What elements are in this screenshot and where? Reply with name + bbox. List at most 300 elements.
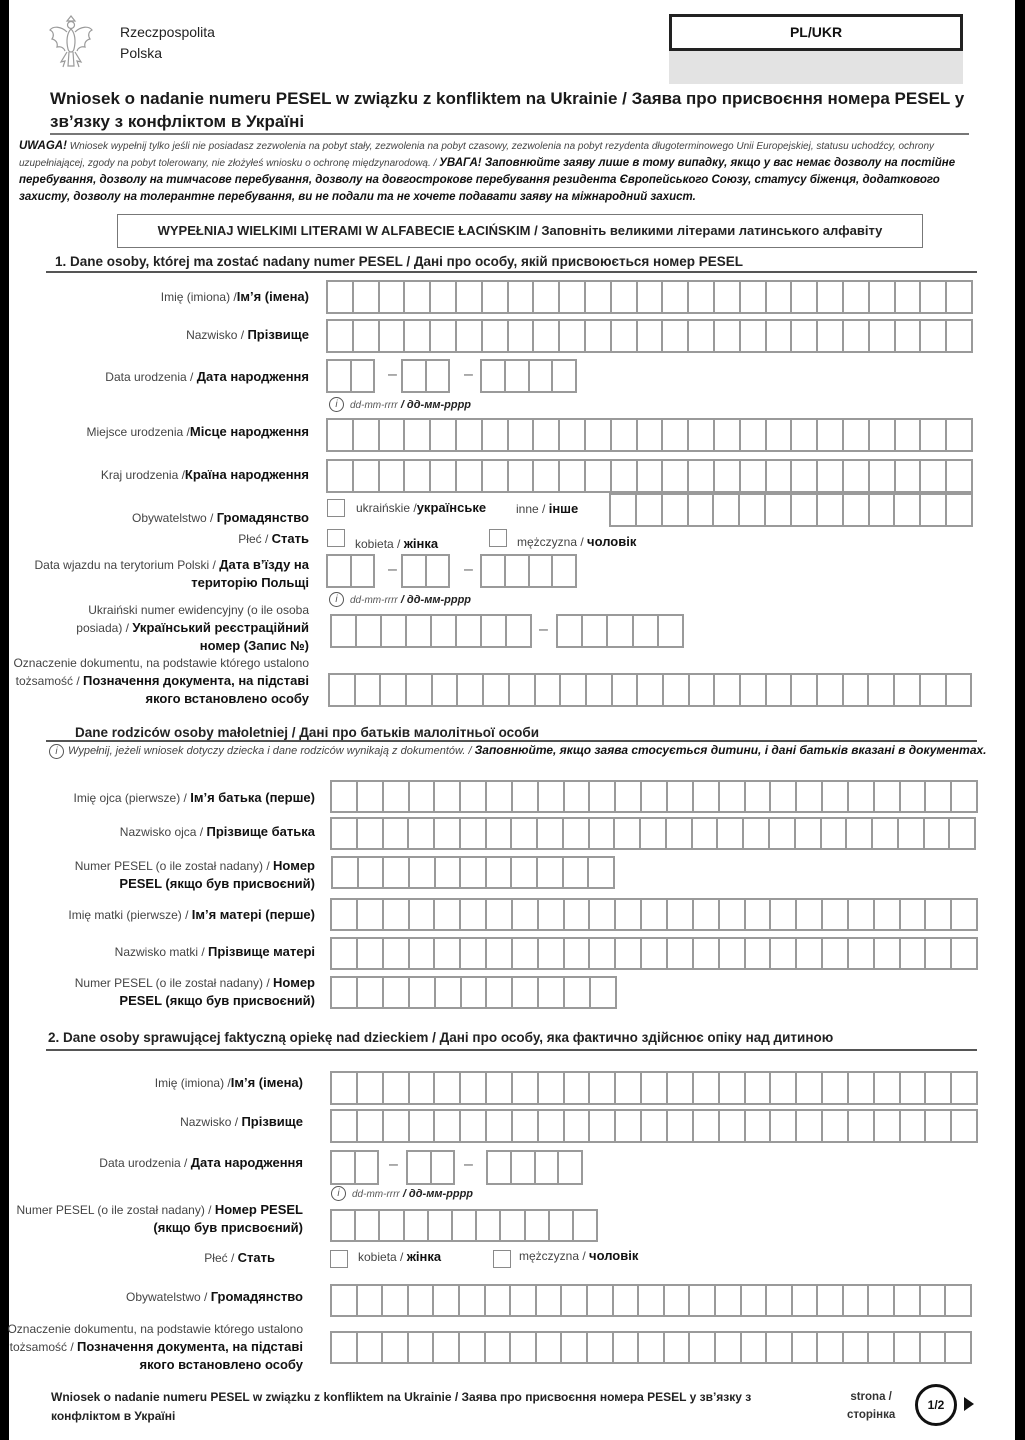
letter-cell[interactable]	[875, 1073, 901, 1103]
letter-cell[interactable]	[895, 495, 921, 525]
letter-cell[interactable]	[403, 361, 427, 391]
letter-cell[interactable]	[435, 1073, 461, 1103]
letter-cell[interactable]	[665, 1333, 691, 1362]
letter-cell[interactable]	[431, 282, 457, 312]
letter-cell[interactable]	[588, 1286, 614, 1315]
letter-cell[interactable]	[690, 1333, 716, 1362]
letter-cell[interactable]	[560, 461, 586, 491]
letter-cell[interactable]	[896, 282, 922, 312]
letter-cell[interactable]	[921, 321, 947, 351]
letter-cell[interactable]	[328, 556, 352, 586]
letter-cell[interactable]	[792, 282, 818, 312]
letter-cell[interactable]	[926, 782, 952, 811]
letter-cell[interactable]	[901, 1111, 927, 1141]
letter-cell[interactable]	[642, 900, 668, 929]
letter-cell[interactable]	[771, 1111, 797, 1141]
letter-cell[interactable]	[746, 939, 772, 968]
letter-cell[interactable]	[405, 321, 431, 351]
letter-cell[interactable]	[358, 819, 384, 848]
letter-cell[interactable]	[332, 1111, 358, 1141]
letter-cell[interactable]	[925, 819, 951, 848]
letter-cell[interactable]	[771, 900, 797, 929]
letter-cell[interactable]	[410, 782, 436, 811]
letter-cell[interactable]	[849, 900, 875, 929]
letter-cell[interactable]	[352, 361, 374, 391]
letter-cell[interactable]	[693, 819, 719, 848]
letter-cell[interactable]	[796, 819, 822, 848]
letter-cell[interactable]	[616, 900, 642, 929]
letter-cell[interactable]	[509, 420, 535, 450]
letter-cell[interactable]	[487, 978, 513, 1007]
letter-cell[interactable]	[435, 900, 461, 929]
letter-cell[interactable]	[694, 939, 720, 968]
letter-cell[interactable]	[460, 1286, 486, 1315]
letter-cell[interactable]	[380, 282, 406, 312]
letter-cell[interactable]	[844, 461, 870, 491]
letter-cell[interactable]	[746, 900, 772, 929]
letter-cell[interactable]	[663, 321, 689, 351]
letter-cell[interactable]	[429, 1211, 453, 1240]
letter-cell[interactable]	[483, 461, 509, 491]
letter-cell[interactable]	[410, 939, 436, 968]
letter-cell[interactable]	[488, 1152, 512, 1183]
mother-surname-input[interactable]	[330, 937, 978, 970]
letter-cell[interactable]	[793, 1333, 819, 1362]
letter-cell[interactable]	[356, 1152, 378, 1183]
letter-cell[interactable]	[482, 556, 506, 586]
letter-cell[interactable]	[921, 675, 947, 705]
letter-cell[interactable]	[767, 461, 793, 491]
letter-cell[interactable]	[534, 282, 560, 312]
letter-cell[interactable]	[921, 282, 947, 312]
s2-birth-month-input[interactable]	[406, 1150, 455, 1185]
letter-cell[interactable]	[849, 1073, 875, 1103]
letter-cell[interactable]	[720, 900, 746, 929]
letter-cell[interactable]	[952, 900, 976, 929]
letter-cell[interactable]	[663, 282, 689, 312]
letter-cell[interactable]	[659, 616, 682, 646]
letter-cell[interactable]	[380, 1211, 404, 1240]
letter-cell[interactable]	[663, 495, 689, 525]
letter-cell[interactable]	[507, 616, 530, 646]
letter-cell[interactable]	[506, 556, 530, 586]
letter-cell[interactable]	[689, 282, 715, 312]
letter-cell[interactable]	[792, 420, 818, 450]
letter-cell[interactable]	[513, 939, 539, 968]
letter-cell[interactable]	[590, 939, 616, 968]
letter-cell[interactable]	[588, 1333, 614, 1362]
letter-cell[interactable]	[513, 782, 539, 811]
letter-cell[interactable]	[844, 1333, 870, 1362]
letter-cell[interactable]	[482, 361, 506, 391]
letter-cell[interactable]	[690, 675, 716, 705]
letter-cell[interactable]	[434, 1333, 460, 1362]
letter-cell[interactable]	[534, 321, 560, 351]
letter-cell[interactable]	[611, 495, 637, 525]
letter-cell[interactable]	[720, 1111, 746, 1141]
letter-cell[interactable]	[457, 321, 483, 351]
letter-cell[interactable]	[818, 282, 844, 312]
letter-cell[interactable]	[664, 675, 690, 705]
letter-cell[interactable]	[405, 282, 431, 312]
letter-cell[interactable]	[561, 675, 587, 705]
father-pesel-input[interactable]	[331, 856, 615, 889]
letter-cell[interactable]	[771, 1073, 797, 1103]
s1-entry-day-input[interactable]	[326, 554, 375, 588]
letter-cell[interactable]	[384, 1111, 410, 1141]
letter-cell[interactable]	[510, 675, 536, 705]
letter-cell[interactable]	[926, 939, 952, 968]
letter-cell[interactable]	[457, 420, 483, 450]
letter-cell[interactable]	[638, 461, 664, 491]
letter-cell[interactable]	[715, 675, 741, 705]
letter-cell[interactable]	[553, 556, 575, 586]
letter-cell[interactable]	[895, 675, 921, 705]
letter-cell[interactable]	[797, 1073, 823, 1103]
letter-cell[interactable]	[616, 1073, 642, 1103]
letter-cell[interactable]	[435, 782, 461, 811]
letter-cell[interactable]	[926, 1111, 952, 1141]
s2-first-name-input[interactable]	[330, 1071, 978, 1105]
letter-cell[interactable]	[663, 420, 689, 450]
father-name-input[interactable]	[330, 780, 978, 813]
letter-cell[interactable]	[407, 616, 432, 646]
letter-cell[interactable]	[870, 420, 896, 450]
letter-cell[interactable]	[487, 939, 513, 968]
letter-cell[interactable]	[715, 461, 741, 491]
letter-cell[interactable]	[694, 782, 720, 811]
letter-cell[interactable]	[694, 1073, 720, 1103]
letter-cell[interactable]	[409, 1333, 435, 1362]
letter-cell[interactable]	[612, 321, 638, 351]
letter-cell[interactable]	[690, 1286, 716, 1315]
letter-cell[interactable]	[823, 782, 849, 811]
letter-cell[interactable]	[358, 1333, 384, 1362]
letter-cell[interactable]	[410, 1073, 436, 1103]
letter-cell[interactable]	[792, 461, 818, 491]
letter-cell[interactable]	[526, 1211, 550, 1240]
letter-cell[interactable]	[381, 675, 407, 705]
letter-cell[interactable]	[869, 675, 895, 705]
letter-cell[interactable]	[689, 321, 715, 351]
letter-cell[interactable]	[844, 675, 870, 705]
s2-sex-male-checkbox[interactable]	[493, 1250, 511, 1268]
letter-cell[interactable]	[328, 321, 354, 351]
letter-cell[interactable]	[539, 900, 565, 929]
letter-cell[interactable]	[534, 461, 560, 491]
letter-cell[interactable]	[530, 361, 554, 391]
letter-cell[interactable]	[436, 978, 462, 1007]
letter-cell[interactable]	[589, 858, 613, 887]
letter-cell[interactable]	[405, 461, 431, 491]
letter-cell[interactable]	[612, 461, 638, 491]
letter-cell[interactable]	[740, 495, 766, 525]
letter-cell[interactable]	[818, 1333, 844, 1362]
letter-cell[interactable]	[615, 819, 641, 848]
letter-cell[interactable]	[901, 782, 927, 811]
letter-cell[interactable]	[642, 939, 668, 968]
letter-cell[interactable]	[332, 782, 358, 811]
letter-cell[interactable]	[823, 1111, 849, 1141]
letter-cell[interactable]	[483, 282, 509, 312]
letter-cell[interactable]	[354, 282, 380, 312]
letter-cell[interactable]	[358, 1073, 384, 1103]
letter-cell[interactable]	[952, 939, 976, 968]
s1-sex-female-checkbox[interactable]	[327, 529, 345, 547]
letter-cell[interactable]	[565, 978, 591, 1007]
letter-cell[interactable]	[358, 978, 384, 1007]
letter-cell[interactable]	[875, 1111, 901, 1141]
letter-cell[interactable]	[921, 1333, 947, 1362]
letter-cell[interactable]	[950, 819, 974, 848]
letter-cell[interactable]	[792, 321, 818, 351]
letter-cell[interactable]	[921, 461, 947, 491]
letter-cell[interactable]	[332, 616, 357, 646]
letter-cell[interactable]	[746, 782, 772, 811]
letter-cell[interactable]	[461, 782, 487, 811]
letter-cell[interactable]	[358, 1286, 384, 1315]
letter-cell[interactable]	[591, 978, 615, 1007]
letter-cell[interactable]	[384, 819, 410, 848]
letter-cell[interactable]	[513, 978, 539, 1007]
s2-id-document-input[interactable]	[330, 1331, 972, 1364]
s1-sex-male-checkbox[interactable]	[489, 529, 507, 547]
letter-cell[interactable]	[562, 1333, 588, 1362]
letter-cell[interactable]	[767, 321, 793, 351]
letter-cell[interactable]	[823, 1073, 849, 1103]
letter-cell[interactable]	[332, 1073, 358, 1103]
letter-cell[interactable]	[714, 495, 740, 525]
letter-cell[interactable]	[384, 1073, 410, 1103]
father-surname-input[interactable]	[330, 817, 976, 850]
letter-cell[interactable]	[792, 675, 818, 705]
letter-cell[interactable]	[332, 939, 358, 968]
letter-cell[interactable]	[501, 1211, 525, 1240]
letter-cell[interactable]	[741, 282, 767, 312]
letter-cell[interactable]	[665, 1286, 691, 1315]
s2-citizenship-input[interactable]	[330, 1284, 972, 1317]
letter-cell[interactable]	[613, 675, 639, 705]
letter-cell[interactable]	[901, 1073, 927, 1103]
letter-cell[interactable]	[668, 1073, 694, 1103]
letter-cell[interactable]	[483, 321, 509, 351]
letter-cell[interactable]	[383, 1333, 409, 1362]
letter-cell[interactable]	[767, 1286, 793, 1315]
letter-cell[interactable]	[482, 616, 507, 646]
letter-cell[interactable]	[952, 782, 976, 811]
letter-cell[interactable]	[742, 1333, 768, 1362]
letter-cell[interactable]	[539, 782, 565, 811]
letter-cell[interactable]	[382, 616, 407, 646]
letter-cell[interactable]	[818, 675, 844, 705]
letter-cell[interactable]	[333, 858, 359, 887]
letter-cell[interactable]	[716, 1286, 742, 1315]
letter-cell[interactable]	[742, 1286, 768, 1315]
mother-pesel-input[interactable]	[330, 976, 617, 1009]
letter-cell[interactable]	[332, 1152, 356, 1183]
letter-cell[interactable]	[797, 900, 823, 929]
letter-cell[interactable]	[614, 1333, 640, 1362]
letter-cell[interactable]	[847, 819, 873, 848]
letter-cell[interactable]	[720, 782, 746, 811]
letter-cell[interactable]	[560, 282, 586, 312]
letter-cell[interactable]	[741, 461, 767, 491]
letter-cell[interactable]	[328, 282, 354, 312]
letter-cell[interactable]	[870, 282, 896, 312]
letter-cell[interactable]	[332, 1333, 358, 1362]
letter-cell[interactable]	[614, 1286, 640, 1315]
letter-cell[interactable]	[457, 282, 483, 312]
letter-cell[interactable]	[744, 819, 770, 848]
letter-cell[interactable]	[720, 1073, 746, 1103]
letter-cell[interactable]	[663, 461, 689, 491]
letter-cell[interactable]	[380, 461, 406, 491]
letter-cell[interactable]	[487, 819, 513, 848]
letter-cell[interactable]	[487, 1111, 513, 1141]
letter-cell[interactable]	[921, 420, 947, 450]
letter-cell[interactable]	[410, 978, 436, 1007]
letter-cell[interactable]	[487, 782, 513, 811]
s2-sex-female-checkbox[interactable]	[330, 1250, 348, 1268]
letter-cell[interactable]	[354, 321, 380, 351]
letter-cell[interactable]	[822, 819, 848, 848]
letter-cell[interactable]	[875, 782, 901, 811]
letter-cell[interactable]	[328, 361, 352, 391]
letter-cell[interactable]	[634, 616, 659, 646]
letter-cell[interactable]	[383, 1286, 409, 1315]
s2-pesel-input[interactable]	[330, 1209, 598, 1242]
letter-cell[interactable]	[384, 858, 410, 887]
letter-cell[interactable]	[952, 1073, 976, 1103]
letter-cell[interactable]	[403, 556, 427, 586]
letter-cell[interactable]	[565, 900, 591, 929]
letter-cell[interactable]	[512, 1152, 536, 1183]
letter-cell[interactable]	[638, 675, 664, 705]
s1-birth-month-input[interactable]	[401, 359, 450, 393]
mother-name-input[interactable]	[330, 898, 978, 931]
letter-cell[interactable]	[586, 282, 612, 312]
letter-cell[interactable]	[433, 675, 459, 705]
letter-cell[interactable]	[513, 1073, 539, 1103]
letter-cell[interactable]	[487, 900, 513, 929]
letter-cell[interactable]	[741, 675, 767, 705]
letter-cell[interactable]	[435, 939, 461, 968]
letter-cell[interactable]	[405, 1211, 429, 1240]
letter-cell[interactable]	[946, 1286, 970, 1315]
letter-cell[interactable]	[506, 361, 530, 391]
letter-cell[interactable]	[901, 939, 927, 968]
letter-cell[interactable]	[926, 1073, 952, 1103]
letter-cell[interactable]	[901, 900, 927, 929]
letter-cell[interactable]	[741, 321, 767, 351]
letter-cell[interactable]	[509, 321, 535, 351]
letter-cell[interactable]	[844, 420, 870, 450]
letter-cell[interactable]	[435, 1111, 461, 1141]
letter-cell[interactable]	[539, 978, 565, 1007]
letter-cell[interactable]	[844, 282, 870, 312]
letter-cell[interactable]	[460, 1333, 486, 1362]
letter-cell[interactable]	[550, 1211, 574, 1240]
letter-cell[interactable]	[639, 1286, 665, 1315]
letter-cell[interactable]	[457, 461, 483, 491]
letter-cell[interactable]	[870, 321, 896, 351]
letter-cell[interactable]	[741, 420, 767, 450]
letter-cell[interactable]	[715, 321, 741, 351]
s1-entry-month-input[interactable]	[401, 554, 450, 588]
letter-cell[interactable]	[513, 900, 539, 929]
letter-cell[interactable]	[384, 939, 410, 968]
letter-cell[interactable]	[384, 782, 410, 811]
letter-cell[interactable]	[384, 978, 410, 1007]
letter-cell[interactable]	[356, 675, 382, 705]
letter-cell[interactable]	[461, 900, 487, 929]
letter-cell[interactable]	[767, 420, 793, 450]
letter-cell[interactable]	[718, 819, 744, 848]
letter-cell[interactable]	[896, 461, 922, 491]
letter-cell[interactable]	[539, 1111, 565, 1141]
letter-cell[interactable]	[823, 939, 849, 968]
letter-cell[interactable]	[484, 675, 510, 705]
s1-birth-place-input[interactable]	[326, 418, 973, 452]
letter-cell[interactable]	[590, 782, 616, 811]
letter-cell[interactable]	[946, 1333, 970, 1362]
letter-cell[interactable]	[431, 461, 457, 491]
letter-cell[interactable]	[926, 900, 952, 929]
s1-birth-day-input[interactable]	[326, 359, 375, 393]
letter-cell[interactable]	[642, 782, 668, 811]
letter-cell[interactable]	[565, 782, 591, 811]
letter-cell[interactable]	[436, 858, 462, 887]
letter-cell[interactable]	[565, 1111, 591, 1141]
letter-cell[interactable]	[947, 461, 971, 491]
letter-cell[interactable]	[483, 420, 509, 450]
letter-cell[interactable]	[358, 900, 384, 929]
letter-cell[interactable]	[849, 939, 875, 968]
letter-cell[interactable]	[509, 461, 535, 491]
letter-cell[interactable]	[689, 420, 715, 450]
letter-cell[interactable]	[639, 1333, 665, 1362]
letter-cell[interactable]	[849, 1111, 875, 1141]
letter-cell[interactable]	[560, 321, 586, 351]
letter-cell[interactable]	[358, 1111, 384, 1141]
letter-cell[interactable]	[358, 782, 384, 811]
letter-cell[interactable]	[461, 939, 487, 968]
letter-cell[interactable]	[487, 1073, 513, 1103]
letter-cell[interactable]	[332, 819, 358, 848]
letter-cell[interactable]	[947, 321, 971, 351]
letter-cell[interactable]	[332, 1211, 356, 1240]
letter-cell[interactable]	[792, 495, 818, 525]
letter-cell[interactable]	[668, 1111, 694, 1141]
letter-cell[interactable]	[553, 361, 575, 391]
letter-cell[interactable]	[793, 1286, 819, 1315]
letter-cell[interactable]	[612, 282, 638, 312]
letter-cell[interactable]	[410, 900, 436, 929]
letter-cell[interactable]	[559, 1152, 581, 1183]
letter-cell[interactable]	[715, 420, 741, 450]
letter-cell[interactable]	[511, 1333, 537, 1362]
letter-cell[interactable]	[586, 321, 612, 351]
letter-cell[interactable]	[332, 978, 358, 1007]
letter-cell[interactable]	[560, 420, 586, 450]
s2-birth-day-input[interactable]	[330, 1150, 379, 1185]
letter-cell[interactable]	[767, 282, 793, 312]
letter-cell[interactable]	[716, 1333, 742, 1362]
letter-cell[interactable]	[895, 1286, 921, 1315]
letter-cell[interactable]	[431, 321, 457, 351]
letter-cell[interactable]	[771, 782, 797, 811]
letter-cell[interactable]	[539, 1073, 565, 1103]
